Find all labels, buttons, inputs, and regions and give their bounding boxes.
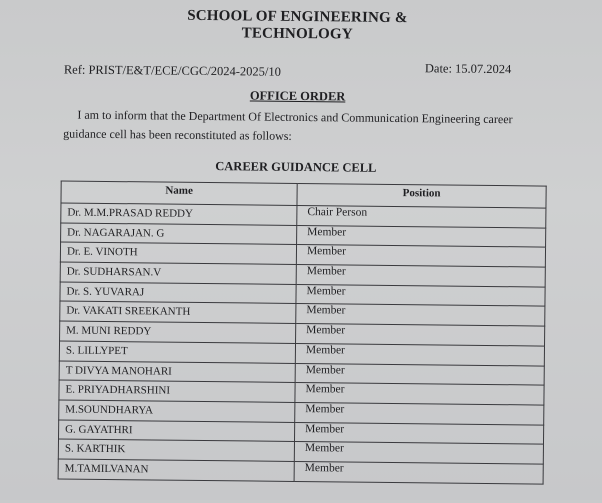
member-name: S. KARTHIK — [58, 439, 294, 461]
member-name: Dr. S. YUVARAJ — [60, 282, 296, 304]
member-position: Member — [296, 245, 545, 267]
member-position: Member — [296, 304, 545, 326]
member-position: Chair Person — [297, 205, 546, 227]
order-date: Date: 15.07.2024 — [424, 61, 512, 77]
intro-paragraph: I am to inform that the Department Of Electronics and Communication Engineering career guidance cell has been reconstituted as follows: — [63, 107, 513, 143]
member-name: M.TAMILVANAN — [58, 459, 294, 481]
school-title: SCHOOL OF ENGINEERING & TECHNOLOGY — [187, 7, 408, 43]
office-order-heading: OFFICE ORDER — [249, 88, 346, 104]
member-position: Member — [296, 265, 545, 287]
reference-number: Ref: PRIST/E&T/ECE/CGC/2024-2025/10 — [63, 62, 281, 79]
member-name: Dr. E. VINOTH — [60, 242, 296, 264]
member-name: Dr. SUDHARSAN.V — [60, 262, 296, 284]
member-position: Member — [295, 343, 544, 365]
member-name: Dr. NAGARAJAN. G — [61, 223, 297, 245]
member-name: Dr. VAKATI SREEKANTH — [60, 301, 296, 323]
member-position: Member — [296, 284, 545, 306]
member-position: Member — [294, 442, 543, 464]
member-name: M. MUNI REDDY — [60, 321, 296, 343]
member-position: Member — [296, 324, 545, 346]
position-header: Position — [297, 183, 546, 208]
member-position: Member — [294, 461, 543, 483]
name-header: Name — [61, 181, 297, 205]
table-row — [58, 459, 543, 484]
member-position: Member — [295, 402, 544, 424]
member-position: Member — [295, 363, 544, 385]
member-name: S. LILLYPET — [59, 341, 295, 363]
member-position: Member — [297, 225, 546, 247]
member-name: M.SOUNDHARYA — [59, 400, 295, 422]
member-name: G. GAYATHRI — [59, 420, 295, 442]
member-name: Dr. M.M.PRASAD REDDY — [61, 203, 297, 225]
cell-title: CAREER GUIDANCE CELL — [215, 159, 377, 175]
member-position: Member — [294, 422, 543, 444]
member-name: T DIVYA MANOHARI — [59, 360, 295, 382]
members-table — [58, 180, 547, 484]
member-name: E. PRIYADHARSHINI — [59, 380, 295, 402]
member-position: Member — [295, 383, 544, 405]
